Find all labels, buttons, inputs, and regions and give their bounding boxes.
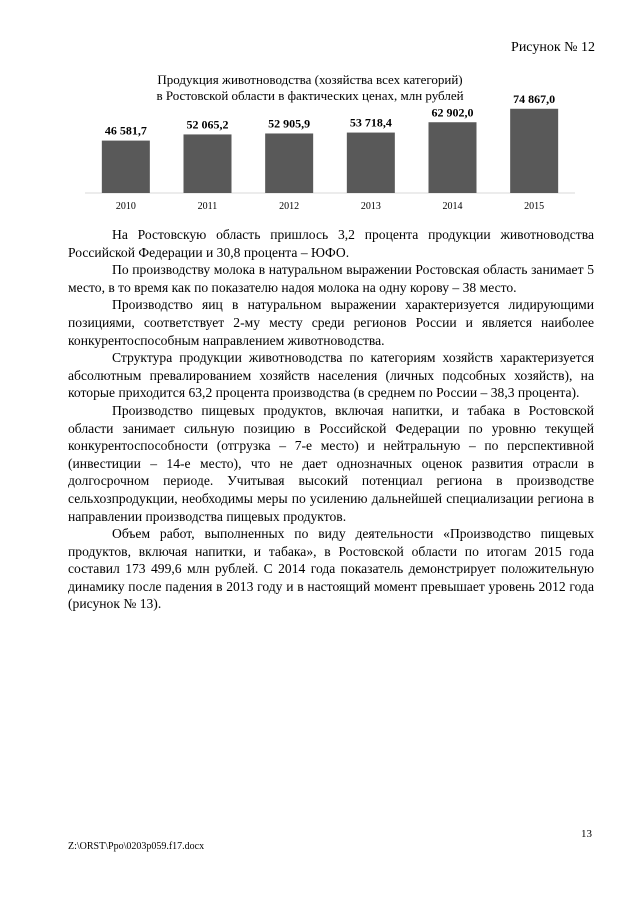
category-label-2011: 2011 (197, 201, 218, 212)
bar-2010 (102, 141, 150, 193)
category-label-2013: 2013 (360, 201, 381, 212)
figure-label: Рисунок № 12 (511, 40, 595, 55)
category-label-2012: 2012 (279, 201, 300, 212)
bar-2013 (347, 133, 395, 193)
body-text (68, 226, 594, 613)
bar-2014 (429, 122, 477, 193)
category-labels-group (116, 201, 544, 212)
value-label-2013: 53 718,4 (349, 115, 392, 130)
category-label-2014: 2014 (442, 201, 463, 212)
file-path: Z:\ORST\Ppo\0203p059.f17.docx (68, 841, 205, 852)
category-label-2010: 2010 (115, 201, 136, 212)
value-label-2012: 52 905,9 (268, 116, 311, 131)
bars-group (102, 109, 558, 193)
paragraph-5: Производство пищевых продуктов, включая напитки, и табака в Ростовской области занимает сильную позицию в Российской Федерации по уровню текущей конкурентоспособности (отгрузка – 7-е место) и нейтральную – по перспективной (инвестиции – 14-е место), что не дает однозначных оценок развития отрасли в долгосрочном периоде. Учитывая высокий потенциал региона в производстве сельхозпродукции, необходимы меры по усилению дальнейшей специализации региона в направлении производства пищевых продуктов. (68, 402, 594, 524)
paragraph-3: Производство яиц в натуральном выражении характеризуется лидирующими позициями, соответствует 2-му месту среди регионов России и является наиболее конкурентоспособным направлением животноводства. (68, 297, 594, 348)
paragraph-1: На Ростовскую область пришлось 3,2 процента продукции животноводства Российской Федерации и 30,8 процента – ЮФО. (68, 227, 594, 260)
value-label-2010: 46 581,7 (104, 123, 147, 138)
value-label-2015: 74 867,0 (513, 91, 556, 106)
paragraph-6: Объем работ, выполненных по виду деятельности «Производство пищевых продуктов, включая напитки, и табака», в Ростовской области по итогам 2015 года составил 173 499,6 млн рублей. С 2014 года показатель демонстрирует положительную динамику после падения в 2013 году и в настоящий момент превышает уровень 2012 года (рисунок № 13). (68, 526, 594, 612)
value-label-2014: 62 902,0 (431, 105, 474, 120)
bar-2015 (510, 109, 558, 193)
paragraph-4: Структура продукции животноводства по категориям хозяйств характеризуется абсолютным превалированием хозяйств населения (личных подсобных хозяйств), на которые приходится 63,2 процента производства (в среднем по России – 38,3 процента). (68, 350, 594, 401)
chart-title (90, 72, 530, 104)
category-label-2015: 2015 (524, 201, 545, 212)
chart-title-line-2: в Ростовской области в фактических ценах, млн рублей (156, 88, 464, 103)
paragraph-2: По производству молока в натуральном выражении Ростовская область занимает 5 место, в то время как по показателю надоя молока на одну корову – 38 место. (68, 262, 594, 295)
bar-2012 (265, 133, 313, 193)
chart-title-line-1: Продукция животноводства (хозяйства всех категорий) (157, 72, 463, 87)
value-label-2011: 52 065,2 (186, 117, 229, 132)
page-number: 13 (581, 828, 592, 840)
bar-2011 (184, 134, 232, 193)
